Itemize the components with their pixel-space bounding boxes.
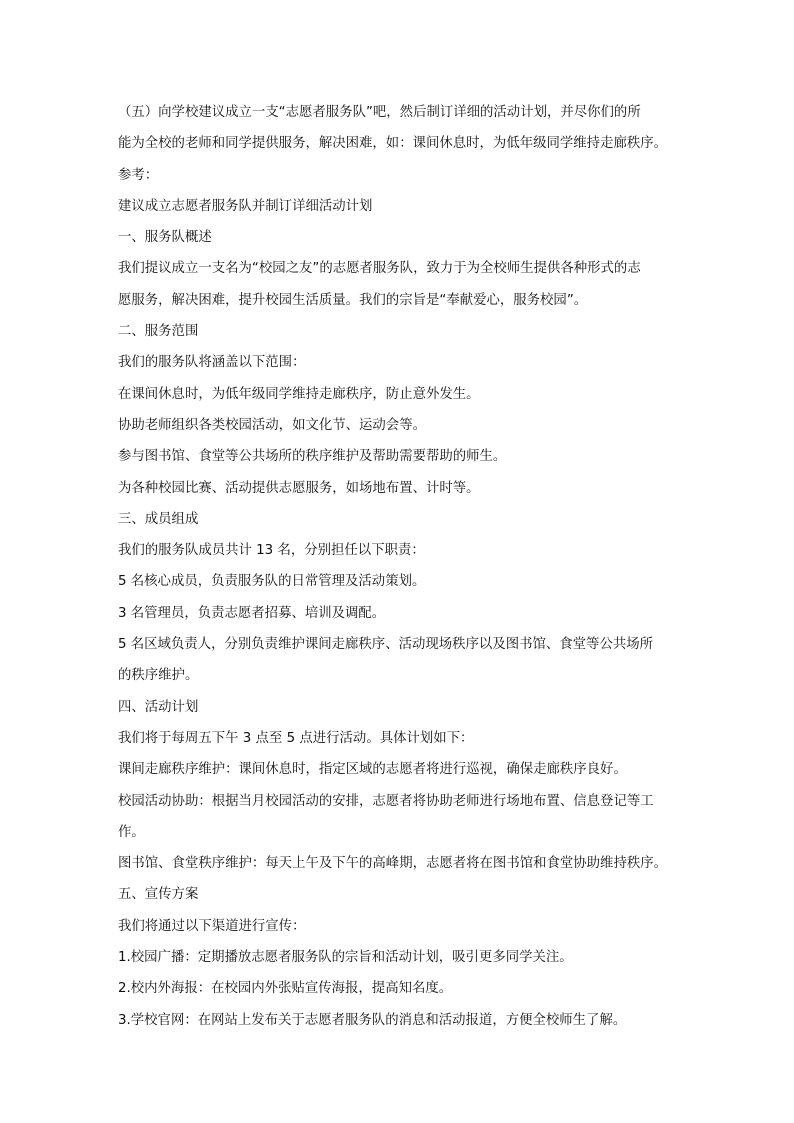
text-line: 3 名管理员，负责志愿者招募、培训及调配。 <box>118 605 386 621</box>
text-line: 5 名核心成员，负责服务队的日常管理及活动策划。 <box>118 574 426 590</box>
text-line: 我们的服务队成员共计 13 名，分别担任以下职责： <box>118 543 425 559</box>
document-title: 建议成立志愿者服务队并制订详细活动计划 <box>118 198 373 214</box>
list-item: 1.校园广播：定期播放志愿者服务队的宗旨和活动计划，吸引更多同学关注。 <box>118 950 573 966</box>
section-heading: 三、成员组成 <box>118 511 199 527</box>
section-heading: 五、宣传方案 <box>118 887 199 903</box>
text-line: 图书馆、食堂秩序维护：每天上午及下午的高峰期，志愿者将在图书馆和食堂协助维持秩序。 <box>118 856 668 872</box>
list-item: 3.学校官网：在网站上发布关于志愿者服务队的消息和活动报道，方便全校师生了解。 <box>118 1012 627 1028</box>
list-item: 2.校内外海报：在校园内外张贴宣传海报，提高知名度。 <box>118 981 453 997</box>
text-line: 参与图书馆、食堂等公共场所的秩序维护及帮助需要帮助的师生。 <box>118 449 507 465</box>
section-heading: 四、活动计划 <box>118 699 199 715</box>
text-line: 参考： <box>118 167 159 183</box>
text-line: 校园活动协助：根据当月校园活动的安排，志愿者将协助老师进行场地布置、信息登记等工 <box>118 793 654 809</box>
text-line: 协助老师组织各类校园活动，如文化节、运动会等。 <box>118 417 426 433</box>
text-line: 作。 <box>118 824 145 840</box>
text-line: 我们将通过以下渠道进行宣传： <box>118 918 306 934</box>
section-heading: 一、服务队概述 <box>118 230 212 246</box>
section-heading: 二、服务范围 <box>118 324 199 340</box>
text-line: 愿服务，解决困难，提升校园生活质量。我们的宗旨是“奉献爱心，服务校园”。 <box>118 292 588 308</box>
text-line: 课间走廊秩序维护：课间休息时，指定区域的志愿者将进行巡视，确保走廊秩序良好。 <box>118 762 627 778</box>
text-line: 我们的服务队将涵盖以下范围： <box>118 355 306 371</box>
text-line: 在课间休息时，为低年级同学维持走廊秩序，防止意外发生。 <box>118 386 480 402</box>
text-line: 的秩序维护。 <box>118 668 199 684</box>
text-line: 我们将于每周五下午 3 点至 5 点进行活动。具体计划如下： <box>118 730 474 746</box>
text-line: 我们提议成立一支名为“校园之友”的志愿者服务队，致力于为全校师生提供各种形式的志 <box>118 261 641 277</box>
text-line: 能为全校的老师和同学提供服务，解决困难，如：课间休息时，为低年级同学维持走廊秩序。 <box>118 136 668 152</box>
document-body <box>118 97 688 1036</box>
text-line: 为各种校园比赛、活动提供志愿服务，如场地布置、计时等。 <box>118 480 480 496</box>
text-line: 5 名区域负责人，分别负责维护课间走廊秩序、活动现场秩序以及图书馆、食堂等公共场所 <box>118 637 654 653</box>
text-line: （五）向学校建议成立一支“志愿者服务队”吧，然后制订详细的活动计划，并尽你们的所 <box>118 105 641 120</box>
